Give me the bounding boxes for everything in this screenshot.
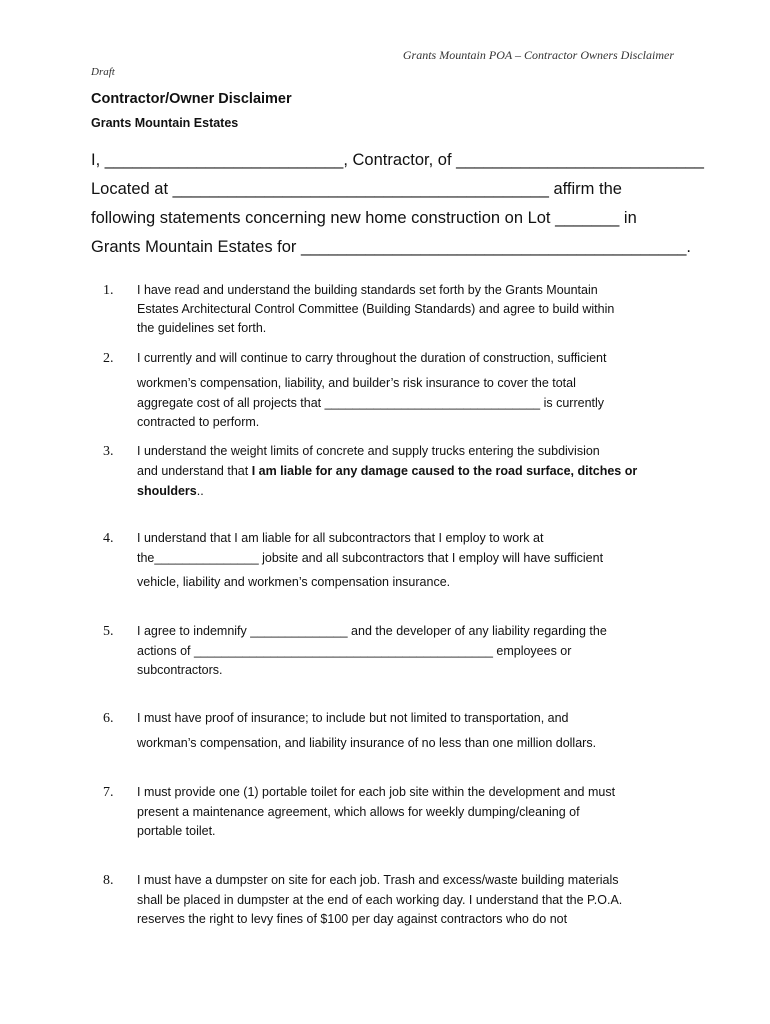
item-text-line: I must have a dumpster on site for each job. Trash and excess/waste building materials bbox=[137, 873, 619, 887]
item-text-line: the_______________ jobsite and all subcontractors that I employ will have sufficient bbox=[137, 551, 604, 565]
item-text-line: I agree to indemnify ______________ and the developer of any liability regarding the bbox=[137, 624, 607, 638]
item-text-line: vehicle, liability and workmen’s compensation insurance. bbox=[137, 575, 451, 589]
liability-bold-text: I am liable for any damage caused to the road surface, ditches or bbox=[251, 464, 638, 478]
item-text-line: I currently and will continue to carry throughout the duration of construction, sufficient bbox=[137, 351, 607, 365]
item-text-line: actions of ___________________________________________ employees or bbox=[137, 644, 572, 658]
running-header: Grants Mountain POA – Contractor Owners Disclaimer bbox=[402, 48, 674, 62]
item-text-line: aggregate cost of all projects that _______________________________ is currently bbox=[137, 396, 605, 410]
item-text-line: subcontractors. bbox=[137, 663, 223, 677]
liability-bold-text: shoulders bbox=[137, 484, 197, 498]
item-text-line: I must have proof of insurance; to include but not limited to transportation, and bbox=[137, 711, 569, 725]
item-text-line: I understand the weight limits of concrete and supply trucks entering the subdivision bbox=[137, 444, 600, 458]
item-text-line: the guidelines set forth. bbox=[137, 321, 267, 335]
item-text-line: shall be placed in dumpster at the end of each working day. I understand that the P.O.A. bbox=[137, 893, 623, 907]
item-text: and understand that bbox=[137, 464, 252, 478]
item-number: 2. bbox=[103, 351, 114, 366]
draft-label: Draft bbox=[91, 66, 115, 78]
item-text-line: reserves the right to levy fines of $100 per day against contractors who do not bbox=[137, 912, 568, 926]
item-number: 8. bbox=[103, 873, 114, 888]
item-number: 5. bbox=[103, 624, 114, 639]
item-text-line: I have read and understand the building standards set forth by the Grants Mountain bbox=[137, 283, 598, 297]
item-number: 1. bbox=[103, 283, 114, 298]
item-text-line: present a maintenance agreement, which allows for weekly dumping/cleaning of bbox=[137, 805, 580, 819]
document-subtitle: Grants Mountain Estates bbox=[91, 116, 239, 130]
item-text-line: I understand that I am liable for all subcontractors that I employ to work at bbox=[137, 531, 544, 545]
item-number: 3. bbox=[103, 444, 114, 459]
document-title: Contractor/Owner Disclaimer bbox=[91, 91, 292, 107]
item-number: 6. bbox=[103, 711, 114, 726]
item-text-line: contracted to perform. bbox=[137, 415, 260, 429]
intro-line-2: Located at _________________________________________ affirm the bbox=[91, 180, 622, 198]
item-text-line: I must provide one (1) portable toilet for each job site within the development and must bbox=[137, 785, 616, 799]
item-number: 4. bbox=[103, 531, 114, 546]
item-text-line: portable toilet. bbox=[137, 824, 216, 838]
intro-line-1: I, __________________________, Contractor, of ___________________________ bbox=[91, 151, 704, 169]
item-text-line bbox=[137, 484, 204, 498]
item-number: 7. bbox=[103, 785, 114, 800]
item-text-line: workman’s compensation, and liability insurance of no less than one million dollars. bbox=[137, 736, 597, 750]
intro-line-3: following statements concerning new home construction on Lot _______ in bbox=[91, 209, 637, 227]
item-text: .. bbox=[196, 484, 204, 498]
item-text-line: Estates Architectural Control Committee (Building Standards) and agree to build within bbox=[137, 302, 615, 316]
intro-line-4: Grants Mountain Estates for __________________________________________. bbox=[91, 238, 692, 256]
item-text-line bbox=[137, 464, 637, 478]
item-text-line: workmen’s compensation, liability, and builder’s risk insurance to cover the total bbox=[137, 376, 576, 390]
